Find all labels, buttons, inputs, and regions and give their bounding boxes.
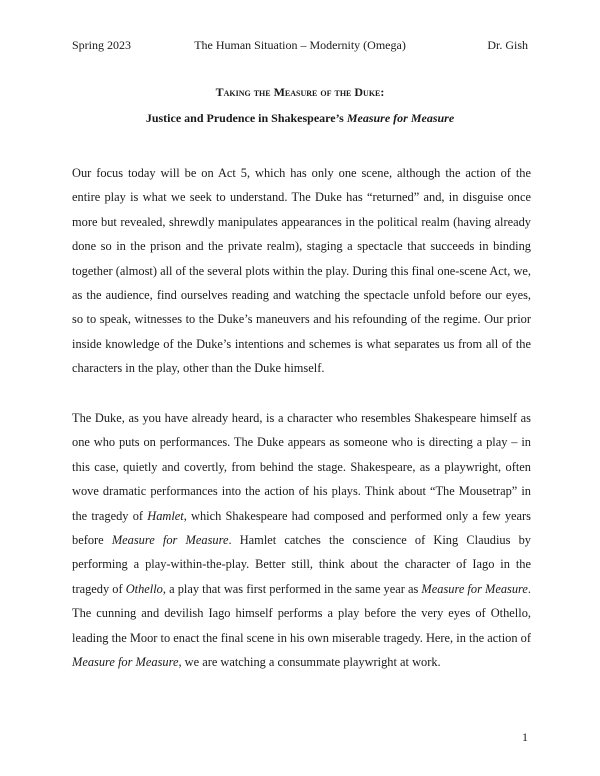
- paragraph-1: Our focus today will be on Act 5, which has only one scene, although the action of the entire play is what we seek to understand. The Duke has “returned” and, in disguise once more but revealed, shrewdly manipulates appearances in the political realm (having already done so in the prison and the private realm), staging a spectacle that succeeds in binding together (almost) all of the several plots within the play. During this final one-scene Act, we, as the audience, find ourselves reading and watching the spectacle unfold before our eyes, so to speak, witnesses to the Duke’s maneuvers and his refounding of the regime. Our prior inside knowledge of the Duke’s intentions and schemes is what separates us from all of the characters in the play, other than the Duke himself.: [72, 166, 531, 376]
- play-title-othello: Othello: [125, 581, 163, 596]
- header-instructor: Dr. Gish: [487, 38, 528, 52]
- document-subtitle: [72, 110, 528, 126]
- paragraph-2: [72, 406, 531, 674]
- document-title: Taking the Measure of the Duke:: [215, 85, 385, 99]
- header-semester: Spring 2023: [72, 38, 132, 52]
- paragraph-2-text: . Hamlet catches the conscience of King Claudius by performing a play-within-the-play. Better still, think about the character of Iago in the tragedy of: [72, 533, 531, 596]
- paragraph-2-text: , which Shakespeare had composed and performed only a few years before: [72, 508, 531, 548]
- paragraph-2-text: , a play that was first performed in the same year as: [162, 581, 422, 596]
- header-course-title: The Human Situation – Modernity (Omega): [194, 38, 406, 52]
- paragraph-2-text: , we are watching a consummate playwright at work.: [178, 655, 441, 670]
- subtitle-play-title: Measure for Measure: [346, 111, 455, 125]
- play-title-measure: Measure for Measure: [72, 655, 179, 670]
- paragraph-2-text: The Duke, as you have already heard, is a character who resembles Shakespeare himself as one who puts on performances. The Duke appears as someone who is directing a play – in this case, quietly and covertly, from behind the stage. Shakespeare, as a playwright, often wove dramatic performances into the action of his plays. Think about “The Mousetrap” in the tragedy of: [72, 411, 531, 523]
- running-header: [72, 37, 528, 53]
- play-title-hamlet: Hamlet: [147, 508, 184, 523]
- subtitle-text: Justice and Prudence in Shakespeare’s: [145, 111, 347, 125]
- paragraph-2-text: . The cunning and devilish Iago himself performs a play before the very eyes of Othello, leading the Moor to enact the final scene in his own miserable tragedy. Here, in the action of: [72, 581, 532, 645]
- play-title-measure: Measure for Measure: [111, 533, 229, 548]
- play-title-measure: Measure for Measure: [421, 581, 528, 596]
- page-number: 1: [522, 730, 528, 744]
